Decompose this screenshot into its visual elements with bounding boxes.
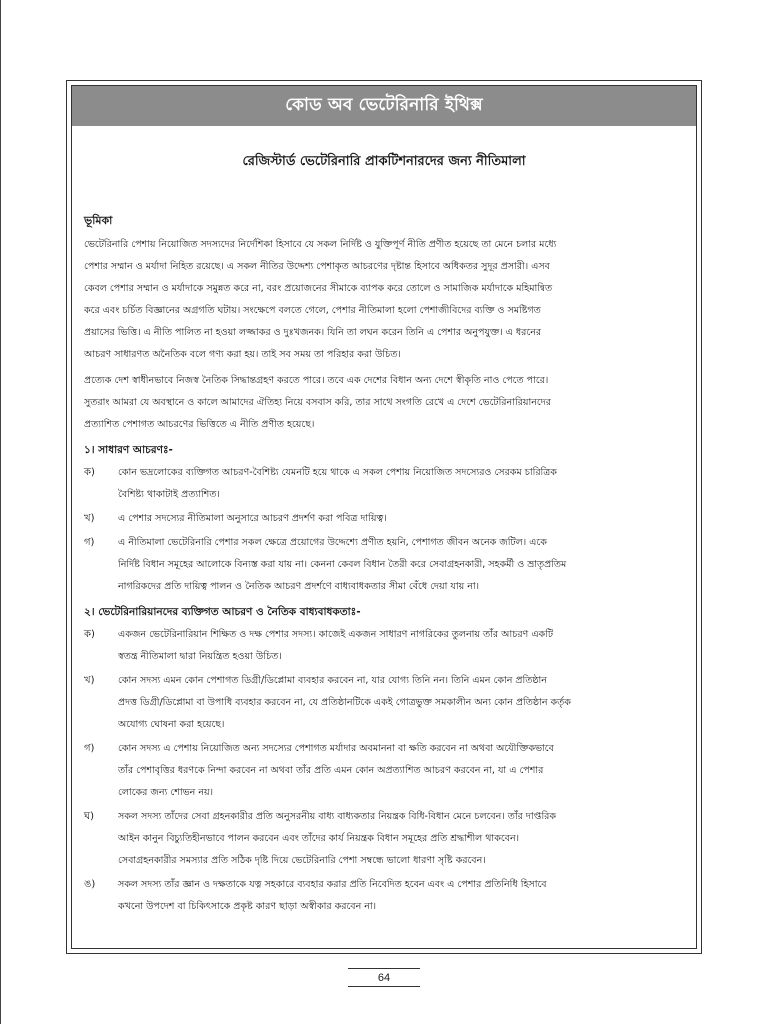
text-line: সকল সদস্য তাঁর জ্ঞান ও দক্ষতাকে যত্ন সহকারে ব্যবহার করার প্রতি নিবেদিত হবেন এবং এ পেশার প্রতিনিধি হিসাবে	[118, 879, 547, 890]
list-item-marker: খ)	[84, 513, 95, 524]
text-line: প্রত্যাশিত পেশাগত আচরণের ভিত্তিতে এ নীতি প্রণীত হয়েছে।	[84, 419, 315, 430]
text-line: স্বতন্ত্র নীতিমালা দ্বারা নিয়ন্ত্রিত হওয়া উচিত।	[118, 651, 282, 662]
intro-heading: ভূমিকা	[84, 214, 113, 227]
intro-paragraph-1	[84, 234, 684, 366]
list-item	[84, 670, 684, 736]
list-item-marker: ক)	[84, 629, 95, 640]
text-line: পেশার সম্মান ও মর্যাদা নিহিত রয়েছে। এ সকল নীতির উদ্দেশ্য পেশাকৃত আচরণের দৃষ্টান্ত হিসাবে অধিকতর সুদূর প্রসারী। এসব	[84, 261, 550, 272]
text-line: সকল সদস্য তাঁদের সেবা গ্রহনকারীর প্রতি অনুসরনীয় বাধ্য বাধ্যকতার নিয়ন্ত্রক বিধি-বিধান মেনে চলবেন। তাঁর দাপ্তরিক	[118, 811, 557, 822]
text-line: প্রদত্ত ডিগ্রী/ডিপ্লোমা বা উপাধি ব্যবহার করবেন না, যে প্রতিষ্ঠানটিকে একই গোত্রভুক্ত সমকালীন অন্য কোন প্রতিষ্ঠান কর্তৃক	[118, 697, 571, 708]
list-item-marker: গ)	[84, 743, 95, 754]
text-line: এ নীতিমালা ভেটেরিনারি পেশার সকল ক্ষেত্রে প্রয়োগের উদ্দেশ্যে প্রণীত হয়নি, পেশাগত জীবন অনেক জটিল। একে	[118, 537, 547, 548]
list-item	[84, 532, 684, 598]
list-item-marker: ঙ)	[84, 879, 96, 890]
section-2-heading: ২। ভেটেরিনারিয়ানদের ব্যক্তিগত আচরণ ও নৈতিক বাধ্যবাধকতাঃ-	[84, 606, 361, 618]
list-item-marker: ক)	[84, 467, 95, 478]
text-line: এ পেশার সদস্যের নীতিমালা অনুসারে আচরণ প্রদর্শণ করা পবিত্র দায়িত্ব।	[118, 513, 387, 524]
list-item-text	[118, 738, 684, 804]
text-line: কেবল পেশার সম্মান ও মর্যাদাকে সমুন্নত করে না, বরং প্রয়োজনের সীমাকে ব্যাপক করে তোলে ও সামাজিক মর্যাদাকে মহিমান্বিত	[84, 283, 553, 294]
text-line: ভেটেরিনারি পেশায় নিয়োজিত সদস্যদের নির্দেশিকা হিসাবে যে সকল নির্দিষ্ট ও যুক্তিপূর্ণ নীতি প্রণীত হয়েছে তা মেনে চলার মধ্যে	[84, 239, 557, 250]
page-number: 64	[348, 968, 420, 987]
list-item	[84, 624, 684, 668]
list-item-marker: ঘ)	[84, 811, 95, 822]
page-title: কোড অব ভেটেরিনারি ইথিক্স	[285, 95, 483, 115]
list-item-text	[118, 624, 684, 668]
page-title-banner	[72, 86, 696, 126]
list-item-text	[118, 462, 684, 506]
list-item	[84, 874, 684, 918]
list-item-text	[118, 670, 684, 736]
text-line: আচরণ সাধারণত অনৈতিক বলে গণ্য করা হয়। তাই সব সময় তা পরিহার করা উচিত।	[84, 349, 401, 360]
list-item-text	[118, 874, 684, 918]
list-item	[84, 508, 684, 530]
list-item-text	[118, 508, 684, 530]
text-line: কোন সদস্য এ পেশায় নিয়োজিত অন্য সদস্যের পেশাগত মর্যাদার অবমাননা বা ক্ষতি করবেন না অথবা অযৌক্তিকভাবে	[118, 743, 554, 754]
text-line: আইন কানুন বিচ্যুতিহীনভাবে পালন করবেন এবং তাঁদের কার্য নিয়ন্ত্রক বিধান সমূহের প্রতি শ্রদ্ধাশীল থাকবেন।	[118, 833, 520, 844]
text-line: করে এবং চর্চিত বিজ্ঞানের অগ্রগতি ঘটায়। সংক্ষেপে বলতে গেলে, পেশার নীতিমালা হলো পেশাজীবিদের ব্যক্তি ও সমষ্টিগত	[84, 305, 541, 316]
list-item	[84, 738, 684, 804]
text-line: একজন ভেটেরিনারিয়ান শিক্ষিত ও দক্ষ পেশার সদস্য। কাজেই একজন সাধারণ নাগরিকের তুলনায় তাঁর আচরণ একটি	[118, 629, 554, 640]
text-line: অযোগ্য ঘোষনা করা হয়েছে।	[118, 719, 225, 730]
section-2-list	[84, 624, 684, 918]
text-line: সেবাগ্রহনকারীর সমস্যার প্রতি সঠিক দৃষ্টি দিয়ে ভেটেরিনারি পেশা সম্বন্ধে ভালো ধারণা সৃষ্টি করবেন।	[118, 855, 486, 866]
text-line: বৈশিষ্ট্য থাকাটাই প্রত্যাশিত।	[118, 489, 220, 500]
document-body	[84, 208, 684, 918]
text-line: লোকের জন্য শোভন নয়।	[118, 787, 214, 798]
text-line: নাগরিকদের প্রতি দায়িত্ব পালন ও নৈতিক আচরণ প্রদর্শণে বাধ্যবাধকতার সীমা বেঁধে দেয়া যায় না।	[118, 581, 480, 592]
text-line: নির্দিষ্ট বিধান সমূহের আলোকে বিন্যস্ত করা যায় না। কেননা কেবল বিধান তৈরী করে সেবাগ্রহনকারী, সহকর্মী ও ভ্রাতৃপ্রতিম	[118, 559, 567, 570]
text-line: কোন ভদ্রলোকের ব্যক্তিগত আচরণ-বৈশিষ্ট্য যেমনটি হয়ে থাকে এ সকল পেশায় নিয়োজিত সদস্যেরও সেরকম চারিত্রিক	[118, 467, 557, 478]
list-item-marker: খ)	[84, 675, 95, 686]
text-line: প্রয়াসের ভিত্তি। এ নীতি পালিত না হওয়া লজ্জাকর ও দুঃখজনক। যিনি তা লঘন করেন তিনি এ পেশার অনুপযুক্ত। এ ধরনের	[84, 327, 542, 338]
list-item-marker: গ)	[84, 537, 95, 548]
list-item	[84, 806, 684, 872]
text-line: তাঁর পেশাবৃত্তির ধরণকে নিন্দা করবেন না অথবা তাঁর প্রতি এমন কোন অপ্রত্যাশিত আচরণ করবেন না, যা এ পেশার	[118, 765, 544, 776]
page-edge-line	[0, 0, 1, 1024]
text-line: কখনো উপদেশ বা চিকিৎসাকে প্রকৃষ্ট কারণ ছাড়া অস্বীকার করবেন না।	[118, 901, 377, 912]
list-item-text	[118, 532, 684, 598]
list-item-text	[118, 806, 684, 872]
text-line: সুতরাং আমরা যে অবস্থানে ও কালে আমাদের ঐতিহ্য নিয়ে বসবাস করি, তার সাথে সংগতি রেখে এ দেশে ভেটেরিনারিয়ানদের	[84, 397, 551, 408]
section-1-heading: ১। সাধারণ আচরণঃ-	[84, 444, 173, 456]
document-subtitle: রেজিস্টার্ড ভেটেরিনারি প্রাকটিশনারদের জন্য নীতিমালা	[242, 154, 526, 169]
text-line: কোন সদস্য এমন কোন পেশাগত ডিগ্রী/ডিপ্লোমা ব্যবহার করবেন না, যার যোগ্য তিনি নন। তিনি এমন কোন প্রতিষ্ঠান	[118, 675, 547, 686]
section-1-list	[84, 462, 684, 598]
list-item	[84, 462, 684, 506]
text-line: প্রত্যেক দেশ স্বাধীনভাবে নিজস্ব নৈতিক সিদ্ধান্তগ্রহণ করতে পারে। তবে এক দেশের বিধান অন্য দেশে স্বীকৃতি নাও পেতে পারে।	[84, 375, 549, 386]
intro-paragraph-2	[84, 370, 684, 436]
